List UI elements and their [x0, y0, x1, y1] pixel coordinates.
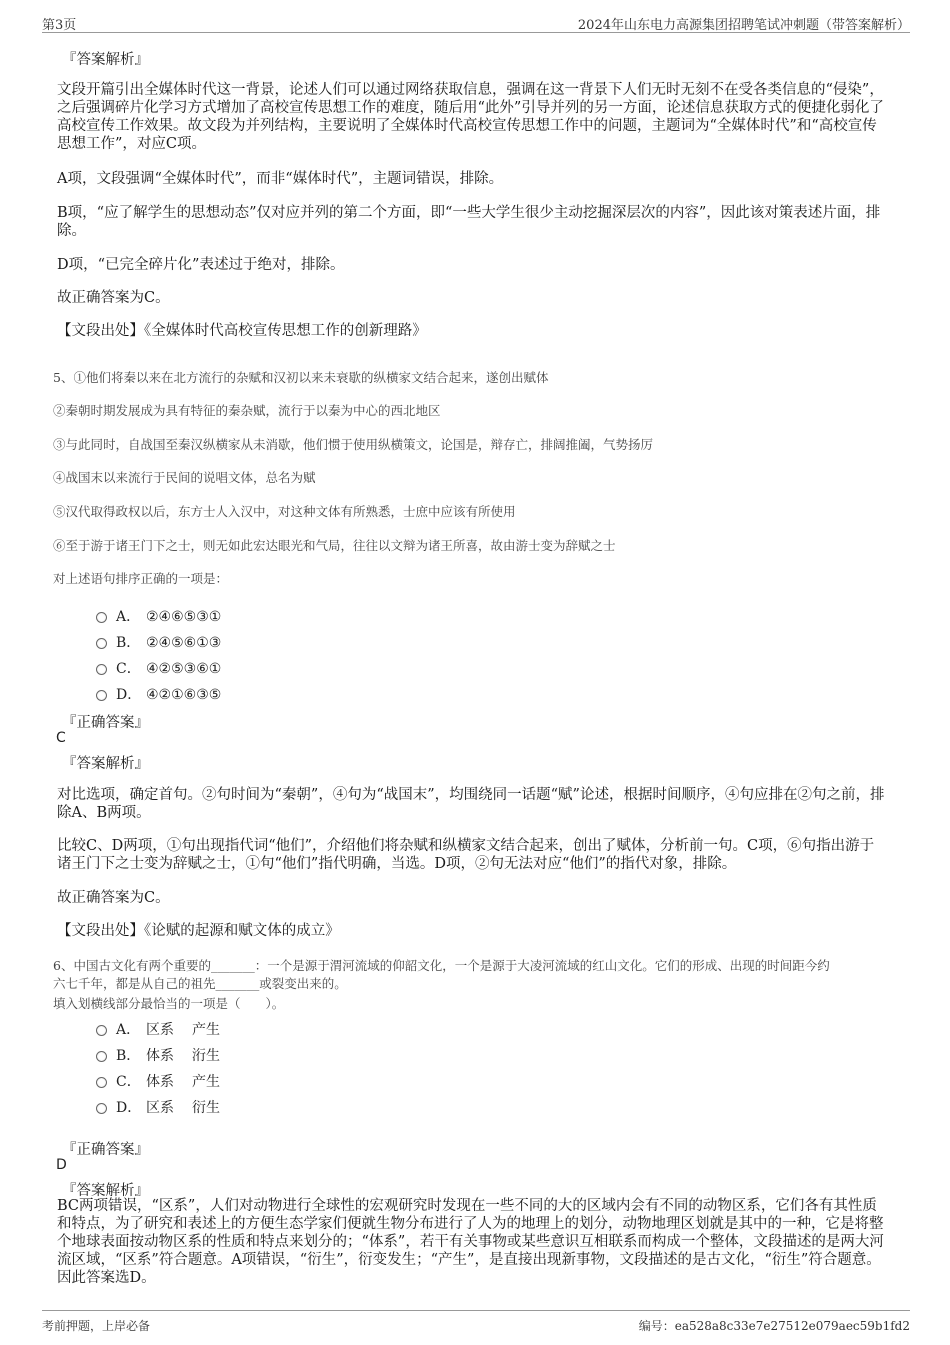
q4-source: 【文段出处】《全媒体时代高校宣传思想工作的创新理路》 — [57, 323, 427, 339]
q5-sentence-4: ④战国末以来流行于民间的说唱文体，总名为赋 — [53, 470, 316, 485]
q5-analysis-p2: 比较C、D两项，①句出现指代词“他们”，介绍他们将杂赋和纵横家文结合起来，创出了赋体，分析前一句。C项，⑥句指出游于诸王门下之士变为辞赋之士，①句“他们”指代明确，当选。D项，②句无法对应“他们”的指代对象，排除。 — [57, 838, 875, 872]
q4-analysis-p2: A项，文段强调“全媒体时代”，而非“媒体时代”，主题词错误，排除。 — [57, 171, 504, 187]
q5-conclusion: 故正确答案为C。 — [57, 890, 170, 906]
q5-option-c[interactable]: C． ④②⑤③⑥① — [96, 658, 221, 678]
q5-sentence-1: 5、①他们将秦以来在北方流行的杂赋和汉初以来未衰歇的纵横家文结合起来，遂创出赋体 — [53, 370, 549, 385]
radio-icon[interactable] — [96, 1051, 107, 1062]
q6-stem-line-1: 6、中国古文化有两个重要的_______：一个是源于渭河流域的仰韶文化，一个是源于大凌河流域的红山文化。它们的形成、出现的时间距今约 — [53, 958, 830, 973]
q6-option-c[interactable]: C． 体系 产生 — [96, 1071, 220, 1091]
q4-analysis-p4: D项，“已完全碎片化”表述过于绝对，排除。 — [57, 257, 345, 273]
document-id: 编号：ea528a8c33e7e27512e079aec59b1fd2 — [638, 1319, 910, 1333]
q5-answer: C — [56, 730, 66, 746]
q4-analysis-p1: 文段开篇引出全媒体时代这一背景，论述人们可以通过网络获取信息，强调在这一背景下人们无时无刻不在受各类信息的“侵染”，之后强调碎片化学习方式增加了高校宣传思想工作的难度，随后用“此外”引导并列的另一方面，论述信息获取方式的便捷化弱化了高校宣传工作效果。故文段为并列结构，主要说明了全媒体时代高校宣传思想工作中的问题，主题词为“全媒体时代”和“高校宣传思想工作”，对应C项。 — [57, 82, 884, 152]
page-number: 第3页 — [42, 18, 77, 33]
page-footer — [42, 1310, 910, 1335]
q6-analysis-label: 『答案解析』 — [62, 1183, 149, 1199]
radio-icon[interactable] — [96, 664, 107, 675]
q6-analysis-p1: BC两项错误，“区系”，人们对动物进行全球性的宏观研究时发现在一些不同的大的区域内会有不同的动物区系，它们各有其性质和特点，为了研究和表述上的方便生态学家们便就生物分布进行了人为的地理上的划分，动物地理区划就是其中的一种，它是将整个地球表面按动物区系的性质和特点来划分的；“体系”，若干有关事物或某些意识互相联系而构成一个整体，文段描述的是两大河流区域，“区系”符合题意。A项错误，“衍生”，衍变发生；“产生”，是直接出现新事物，文段描述的是古文化，“衍生”符合题意。因此答案选D。 — [57, 1198, 884, 1286]
q6-option-b[interactable]: B． 体系 洐生 — [96, 1045, 220, 1065]
q5-option-d[interactable]: D． ④②①⑥③⑤ — [96, 684, 221, 704]
q5-correct-label: 『正确答案』 — [62, 715, 149, 731]
q6-option-d[interactable]: D． 区系 衍生 — [96, 1097, 220, 1117]
q5-sentence-2: ②秦朝时期发展成为具有特征的秦杂赋，流行于以秦为中心的西北地区 — [53, 403, 441, 418]
radio-icon[interactable] — [96, 638, 107, 649]
q5-sentence-6: ⑥至于游于诸王门下之士，则无如此宏达眼光和气局，往往以文辩为诸王所喜，故由游士变为辞赋之士 — [53, 538, 616, 553]
q5-option-b[interactable]: B． ②④⑤⑥①③ — [96, 632, 221, 652]
q5-analysis-label: 『答案解析』 — [62, 756, 149, 772]
q6-prompt: 填入划横线部分最恰当的一项是（ ）。 — [53, 996, 285, 1011]
q5-prompt: 对上述语句排序正确的一项是： — [53, 571, 229, 586]
document-title: 2024年山东电力高源集团招聘笔试冲刺题（带答案解析） — [577, 18, 910, 33]
q5-analysis-p1: 对比选项，确定首句。②句时间为“秦朝”，④句为“战国末”，均围绕同一话题“赋”论述，根据时间顺序，④句应排在②句之前，排除A、B两项。 — [57, 787, 885, 821]
q5-source: 【文段出处】《论赋的起源和赋文体的成立》 — [57, 923, 340, 939]
q5-option-a[interactable]: A． ②④⑥⑤③① — [96, 606, 221, 626]
radio-icon[interactable] — [96, 1077, 107, 1088]
q6-correct-label: 『正确答案』 — [62, 1142, 149, 1158]
q4-analysis-p3: B项，“应了解学生的思想动态”仅对应并列的第二个方面，即“一些大学生很少主动挖掘深层次的内容”，因此该对策表述片面，排除。 — [57, 205, 881, 239]
q5-sentence-3: ③与此同时，自战国至秦汉纵横家从未消歇，他们惯于使用纵横策文，论国是，辩存亡，排阔推阖，气势扬厉 — [53, 437, 654, 452]
radio-icon[interactable] — [96, 612, 107, 623]
q6-option-a[interactable]: A． 区系 产生 — [96, 1019, 220, 1039]
q5-sentence-5: ⑤汉代取得政权以后，东方士人入汉中，对这种文体有所熟悉，士庶中应该有所使用 — [53, 504, 516, 519]
q4-conclusion: 故正确答案为C。 — [57, 290, 170, 306]
radio-icon[interactable] — [96, 1025, 107, 1036]
q4-analysis-label: 『答案解析』 — [62, 52, 149, 68]
radio-icon[interactable] — [96, 690, 107, 701]
footer-slogan: 考前押题，上岸必备 — [42, 1319, 151, 1333]
radio-icon[interactable] — [96, 1103, 107, 1114]
q6-answer: D — [56, 1157, 67, 1173]
q6-stem-line-2: 六七千年，都是从自己的祖先_______或裂变出来的。 — [53, 976, 347, 991]
page-header — [42, 12, 910, 33]
